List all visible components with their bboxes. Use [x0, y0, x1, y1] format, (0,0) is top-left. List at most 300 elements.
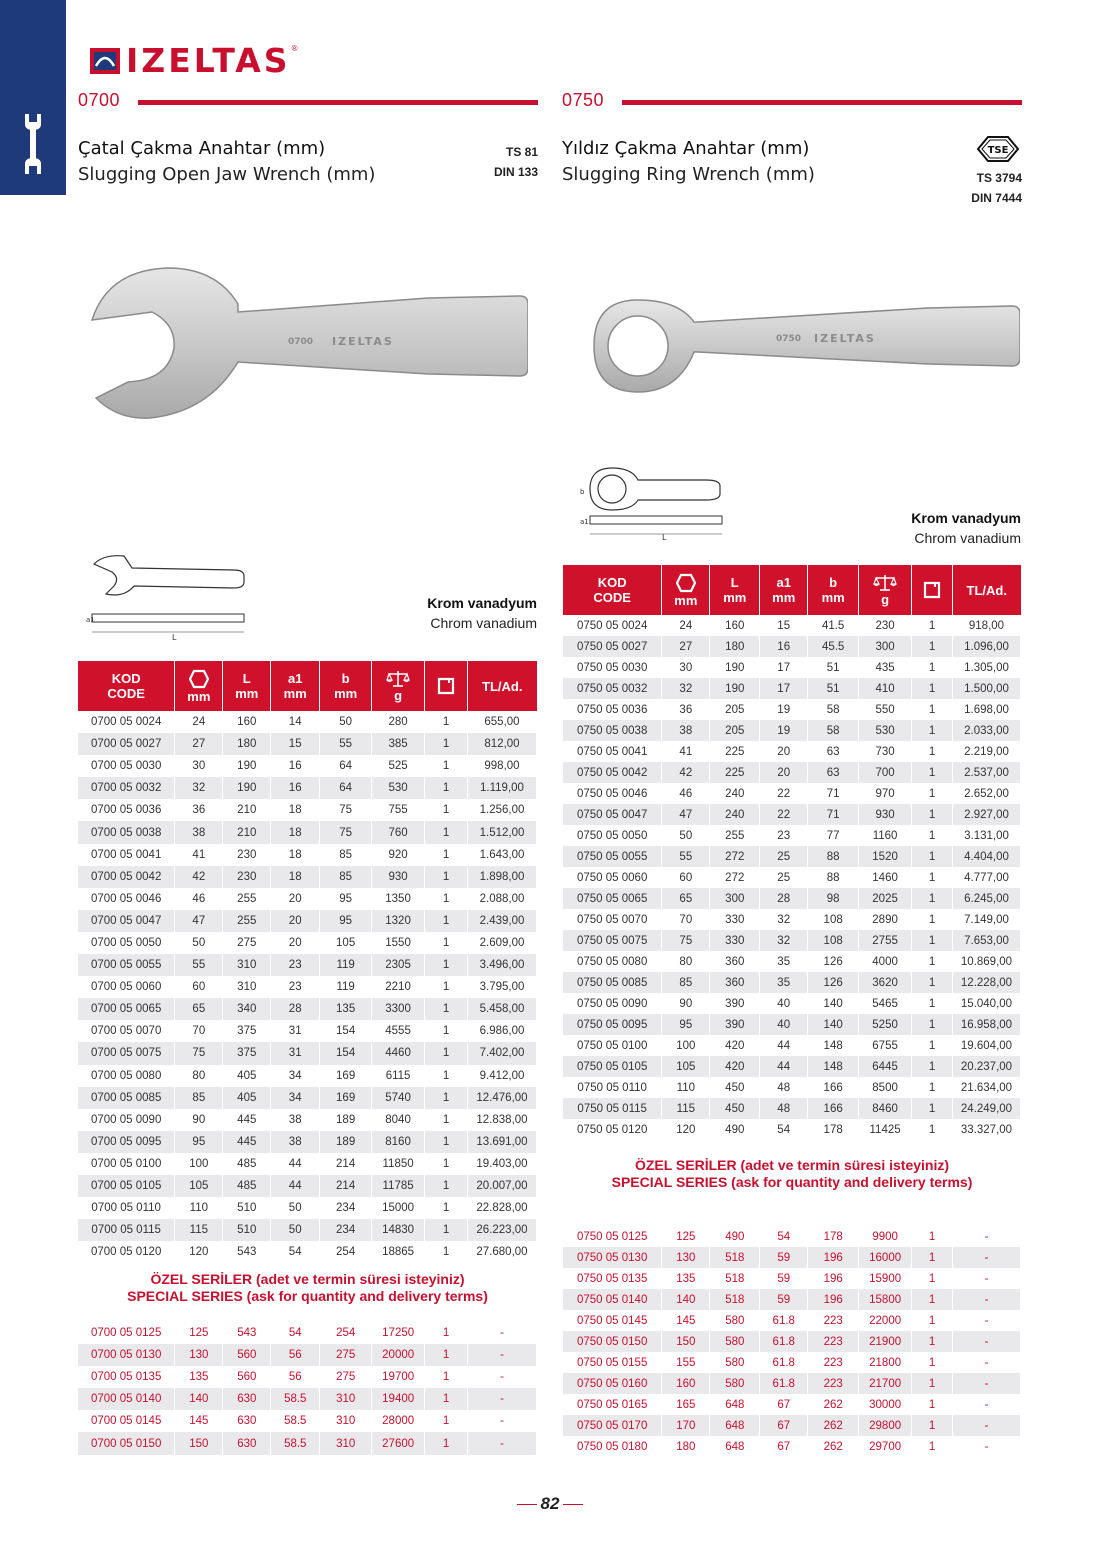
cell-weight: 930: [859, 804, 912, 825]
cell-size: 130: [175, 1344, 223, 1366]
cell-size: 41: [662, 741, 710, 762]
cell-size: 38: [662, 720, 710, 741]
cell-a1: 59: [760, 1289, 808, 1310]
table-row: [563, 1056, 1021, 1077]
table-row: [78, 1197, 537, 1219]
cell-pack: 1: [425, 821, 468, 843]
cell-weight: 5465: [859, 993, 912, 1014]
cell-weight: 27600: [372, 1432, 425, 1454]
cell-b: 140: [808, 993, 859, 1014]
table-row: [563, 1394, 1021, 1415]
cell-weight: 16000: [859, 1247, 912, 1268]
cell-code: 0750 05 0075: [563, 930, 662, 951]
cell-price: 19.403,00: [467, 1153, 536, 1175]
cell-code: 0700 05 0024: [78, 711, 175, 733]
cell-price: 1.698,00: [952, 699, 1020, 720]
cell-code: 0750 05 0150: [563, 1331, 662, 1352]
cell-size: 65: [175, 998, 223, 1020]
cell-size: 85: [175, 1087, 223, 1109]
cell-a1: 58.5: [271, 1410, 320, 1432]
cell-size: 27: [175, 733, 223, 755]
cell-b: 126: [808, 972, 859, 993]
table-row: [563, 930, 1021, 951]
cell-pack: 1: [912, 1247, 953, 1268]
section-code: 0750: [562, 90, 605, 110]
cell-length: 272: [710, 846, 760, 867]
cell-b: 169: [320, 1087, 372, 1109]
cell-weight: 6755: [859, 1035, 912, 1056]
cell-size: 42: [662, 762, 710, 783]
cell-code: 0750 05 0165: [563, 1394, 662, 1415]
table-row: [78, 1366, 537, 1388]
table-row: [563, 1373, 1021, 1394]
cell-code: 0700 05 0115: [78, 1219, 175, 1241]
material-left: [427, 593, 537, 633]
col-a1: a1 mm: [271, 661, 320, 711]
cell-price: 7.149,00: [952, 909, 1020, 930]
cell-length: 580: [710, 1352, 760, 1373]
cell-price: 12.476,00: [467, 1087, 536, 1109]
wrench-brand-mark: IZELTAS: [332, 335, 394, 348]
standards: [971, 168, 1022, 208]
cell-weight: 5250: [859, 1014, 912, 1035]
cell-b: 196: [808, 1247, 859, 1268]
cell-size: 95: [662, 1014, 710, 1035]
cell-code: 0750 05 0060: [563, 867, 662, 888]
cell-a1: 18: [271, 866, 320, 888]
cell-length: 490: [710, 1226, 760, 1247]
cell-a1: 44: [760, 1035, 808, 1056]
cell-weight: 15000: [372, 1197, 425, 1219]
cell-weight: 6445: [859, 1056, 912, 1077]
cell-price: 2.219,00: [952, 741, 1020, 762]
cell-a1: 28: [760, 888, 808, 909]
cell-pack: 1: [912, 1394, 953, 1415]
brand-name: IZELTAS: [126, 41, 291, 80]
cell-pack: 1: [912, 741, 953, 762]
cell-price: -: [953, 1394, 1021, 1415]
cell-size: 65: [662, 888, 710, 909]
cell-pack: 1: [425, 1197, 468, 1219]
cell-price: 3.795,00: [467, 976, 536, 998]
cell-code: 0700 05 0047: [78, 910, 175, 932]
table-row: [78, 888, 537, 910]
cell-b: 166: [808, 1077, 859, 1098]
cell-size: 165: [662, 1394, 710, 1415]
col-length: L mm: [710, 565, 760, 615]
cell-b: 51: [808, 678, 859, 699]
cell-size: 60: [662, 867, 710, 888]
cell-b: 63: [808, 741, 859, 762]
cell-weight: 700: [859, 762, 912, 783]
cell-b: 262: [808, 1415, 859, 1436]
cell-pack: 1: [425, 1020, 468, 1042]
cell-weight: 1520: [859, 846, 912, 867]
cell-size: 105: [175, 1175, 223, 1197]
cell-code: 0750 05 0105: [563, 1056, 662, 1077]
tse-certification-mark: [974, 134, 1022, 164]
cell-price: 33.327,00: [952, 1119, 1020, 1140]
material-en: Chrom vanadium: [430, 615, 537, 631]
cell-length: 375: [223, 1020, 271, 1042]
cell-weight: 11850: [372, 1153, 425, 1175]
cell-weight: 4460: [372, 1042, 425, 1064]
cell-code: 0700 05 0055: [78, 954, 175, 976]
cell-a1: 34: [271, 1087, 320, 1109]
cell-a1: 15: [760, 615, 808, 636]
hex-nut-icon: [676, 573, 696, 593]
cell-length: 240: [710, 804, 760, 825]
cell-b: 154: [320, 1020, 372, 1042]
cell-pack: 1: [912, 1289, 953, 1310]
cell-b: 223: [808, 1373, 859, 1394]
cell-pack: 1: [425, 777, 468, 799]
cell-price: 6.245,00: [952, 888, 1020, 909]
cell-weight: 20000: [372, 1344, 425, 1366]
cell-length: 420: [710, 1035, 760, 1056]
cell-price: -: [468, 1432, 537, 1454]
cell-b: 64: [320, 755, 372, 777]
cell-size: 32: [662, 678, 710, 699]
cell-a1: 38: [271, 1109, 320, 1131]
cell-pack: 1: [912, 1310, 953, 1331]
cell-a1: 35: [760, 972, 808, 993]
cell-size: 100: [175, 1153, 223, 1175]
cell-weight: 8500: [859, 1077, 912, 1098]
drawing-label-a1: a1: [580, 518, 589, 526]
cell-code: 0700 05 0100: [78, 1153, 175, 1175]
cell-price: 12.228,00: [952, 972, 1020, 993]
section-code: 0700: [78, 90, 121, 110]
cell-price: -: [953, 1310, 1021, 1331]
cell-size: 115: [662, 1098, 710, 1119]
special-table-0750: [563, 1226, 1021, 1457]
cell-size: 110: [175, 1197, 223, 1219]
cell-weight: 410: [859, 678, 912, 699]
cell-length: 255: [710, 825, 760, 846]
cell-a1: 54: [760, 1226, 808, 1247]
cell-weight: 300: [859, 636, 912, 657]
cell-pack: 1: [912, 1352, 953, 1373]
standard-din: DIN 7444: [971, 191, 1022, 205]
table-row: [78, 733, 537, 755]
cell-size: 90: [662, 993, 710, 1014]
cell-length: 180: [710, 636, 760, 657]
cell-size: 100: [662, 1035, 710, 1056]
cell-b: 119: [320, 954, 372, 976]
cell-length: 445: [223, 1131, 271, 1153]
cell-length: 518: [710, 1247, 760, 1268]
table-row: [563, 846, 1021, 867]
cell-a1: 48: [760, 1098, 808, 1119]
cell-b: 275: [320, 1366, 372, 1388]
cell-weight: 17250: [372, 1322, 425, 1344]
cell-price: -: [953, 1352, 1021, 1373]
cell-length: 580: [710, 1310, 760, 1331]
ring-technical-drawing: [576, 464, 726, 540]
cell-size: 24: [175, 711, 223, 733]
cell-code: 0750 05 0135: [563, 1268, 662, 1289]
product-title-en: Slugging Ring Wrench (mm): [562, 164, 815, 185]
cell-a1: 44: [760, 1056, 808, 1077]
cell-length: 330: [710, 930, 760, 951]
cell-pack: 1: [912, 657, 953, 678]
cell-weight: 920: [372, 844, 425, 866]
cell-weight: 11425: [859, 1119, 912, 1140]
cell-pack: 1: [912, 1226, 953, 1247]
cell-b: 63: [808, 762, 859, 783]
cell-weight: 14830: [372, 1219, 425, 1241]
cell-price: 10.869,00: [952, 951, 1020, 972]
drawing-label-b: b: [580, 488, 585, 496]
cell-length: 390: [710, 1014, 760, 1035]
cell-size: 27: [662, 636, 710, 657]
table-row: [78, 755, 537, 777]
cell-b: 135: [320, 998, 372, 1020]
cell-b: 50: [320, 711, 372, 733]
cell-b: 98: [808, 888, 859, 909]
cell-b: 88: [808, 867, 859, 888]
cell-pack: 1: [912, 804, 953, 825]
cell-a1: 34: [271, 1065, 320, 1087]
cell-length: 230: [223, 866, 271, 888]
cell-code: 0700 05 0065: [78, 998, 175, 1020]
product-title-tr: Çatal Çakma Anahtar (mm): [78, 138, 326, 159]
cell-price: 655,00: [467, 711, 536, 733]
cell-code: 0750 05 0038: [563, 720, 662, 741]
cell-code: 0700 05 0080: [78, 1065, 175, 1087]
cell-pack: 1: [425, 1410, 468, 1432]
cell-price: -: [953, 1226, 1021, 1247]
cell-a1: 50: [271, 1219, 320, 1241]
cell-code: 0700 05 0150: [78, 1432, 175, 1454]
cell-price: 15.040,00: [952, 993, 1020, 1014]
cell-price: 2.439,00: [467, 910, 536, 932]
cell-size: 105: [662, 1056, 710, 1077]
cell-size: 140: [662, 1289, 710, 1310]
cell-length: 648: [710, 1394, 760, 1415]
product-title-tr: Yıldız Çakma Anahtar (mm): [562, 138, 810, 159]
cell-size: 36: [175, 799, 223, 821]
cell-code: 0700 05 0120: [78, 1241, 175, 1263]
cell-code: 0700 05 0135: [78, 1366, 175, 1388]
cell-a1: 22: [760, 804, 808, 825]
cell-b: 234: [320, 1219, 372, 1241]
cell-weight: 18865: [372, 1241, 425, 1263]
cell-pack: 1: [912, 1331, 953, 1352]
cell-code: 0750 05 0170: [563, 1415, 662, 1436]
cell-length: 405: [223, 1087, 271, 1109]
table-row: [563, 699, 1021, 720]
cell-weight: 4555: [372, 1020, 425, 1042]
material-right: [911, 508, 1021, 548]
cell-b: 196: [808, 1289, 859, 1310]
cell-pack: 1: [912, 1014, 953, 1035]
cell-weight: 21900: [859, 1331, 912, 1352]
cell-pack: 1: [425, 1109, 468, 1131]
cell-code: 0750 05 0070: [563, 909, 662, 930]
cell-code: 0700 05 0027: [78, 733, 175, 755]
cell-b: 214: [320, 1175, 372, 1197]
col-b: b mm: [320, 661, 372, 711]
cell-code: 0700 05 0041: [78, 844, 175, 866]
cell-code: 0700 05 0075: [78, 1042, 175, 1064]
cell-price: 2.927,00: [952, 804, 1020, 825]
cell-pack: 1: [425, 1219, 468, 1241]
cell-code: 0750 05 0115: [563, 1098, 662, 1119]
table-row: [78, 799, 537, 821]
cell-code: 0750 05 0140: [563, 1289, 662, 1310]
cell-a1: 56: [271, 1344, 320, 1366]
cell-b: 126: [808, 951, 859, 972]
col-price: TL/Ad.: [952, 565, 1020, 615]
table-row: [78, 844, 537, 866]
cell-code: 0700 05 0042: [78, 866, 175, 888]
cell-price: -: [953, 1268, 1021, 1289]
cell-code: 0700 05 0070: [78, 1020, 175, 1042]
cell-size: 85: [662, 972, 710, 993]
table-row: [563, 1352, 1021, 1373]
cell-code: 0700 05 0140: [78, 1388, 175, 1410]
standard-ts: TS 3794: [976, 171, 1022, 185]
cell-code: 0700 05 0030: [78, 755, 175, 777]
cell-b: 148: [808, 1056, 859, 1077]
cell-length: 360: [710, 951, 760, 972]
cell-length: 240: [710, 783, 760, 804]
cell-pack: 1: [912, 720, 953, 741]
cell-weight: 30000: [859, 1394, 912, 1415]
table-row: [78, 998, 537, 1020]
cell-a1: 23: [271, 954, 320, 976]
cell-code: 0750 05 0100: [563, 1035, 662, 1056]
brand-logo: [88, 41, 298, 80]
cell-a1: 16: [760, 636, 808, 657]
table-row: [78, 954, 537, 976]
table-row: [563, 1331, 1021, 1352]
cell-pack: 1: [912, 1268, 953, 1289]
material-tr: Krom vanadyum: [911, 510, 1021, 526]
cell-weight: 2210: [372, 976, 425, 998]
cell-weight: 6115: [372, 1065, 425, 1087]
section-divider: [622, 100, 1022, 105]
table-row: [563, 1098, 1021, 1119]
cell-weight: 19400: [372, 1388, 425, 1410]
cell-pack: 1: [425, 1042, 468, 1064]
cell-a1: 54: [760, 1119, 808, 1140]
cell-b: 275: [320, 1344, 372, 1366]
table-row: [563, 951, 1021, 972]
registered-mark: ®: [291, 44, 298, 53]
cell-pack: 1: [912, 1056, 953, 1077]
cell-pack: 1: [425, 1344, 468, 1366]
cell-pack: 1: [425, 733, 468, 755]
cell-pack: 1: [425, 1153, 468, 1175]
cell-price: -: [468, 1322, 537, 1344]
cell-length: 360: [710, 972, 760, 993]
cell-price: 1.256,00: [467, 799, 536, 821]
cell-a1: 61.8: [760, 1373, 808, 1394]
cell-weight: 9900: [859, 1226, 912, 1247]
cell-size: 125: [175, 1322, 223, 1344]
cell-weight: 15800: [859, 1289, 912, 1310]
cell-weight: 1460: [859, 867, 912, 888]
cell-size: 47: [175, 910, 223, 932]
open-jaw-wrench-image: [88, 262, 528, 442]
table-row: [78, 1432, 537, 1454]
cell-price: 5.458,00: [467, 998, 536, 1020]
cell-b: 234: [320, 1197, 372, 1219]
page-number-dash: [517, 1504, 537, 1505]
cell-price: 1.305,00: [952, 657, 1020, 678]
cell-price: -: [468, 1388, 537, 1410]
table-row: [78, 1219, 537, 1241]
cell-length: 340: [223, 998, 271, 1020]
cell-b: 77: [808, 825, 859, 846]
col-size: mm: [662, 565, 710, 615]
cell-weight: 8160: [372, 1131, 425, 1153]
cell-pack: 1: [425, 1366, 468, 1388]
table-row: [563, 867, 1021, 888]
cell-length: 490: [710, 1119, 760, 1140]
cell-code: 0700 05 0060: [78, 976, 175, 998]
cell-a1: 35: [760, 951, 808, 972]
cell-size: 80: [662, 951, 710, 972]
table-row: [78, 1065, 537, 1087]
cell-size: 70: [175, 1020, 223, 1042]
col-size: mm: [175, 661, 223, 711]
table-row: [563, 678, 1021, 699]
cell-weight: 760: [372, 821, 425, 843]
table-row: [78, 1109, 537, 1131]
cell-b: 45.5: [808, 636, 859, 657]
table-row: [78, 1020, 537, 1042]
cell-code: 0700 05 0038: [78, 821, 175, 843]
cell-a1: 20: [271, 888, 320, 910]
cell-price: 7.653,00: [952, 930, 1020, 951]
cell-length: 518: [710, 1268, 760, 1289]
cell-size: 41: [175, 844, 223, 866]
cell-length: 275: [223, 932, 271, 954]
cell-code: 0750 05 0036: [563, 699, 662, 720]
cell-pack: 1: [425, 888, 468, 910]
cell-a1: 58.5: [271, 1432, 320, 1454]
cell-code: 0750 05 0095: [563, 1014, 662, 1035]
cell-weight: 15900: [859, 1268, 912, 1289]
cell-b: 262: [808, 1394, 859, 1415]
cell-price: -: [953, 1415, 1021, 1436]
cell-pack: 1: [425, 711, 468, 733]
cell-b: 189: [320, 1131, 372, 1153]
cell-a1: 67: [760, 1436, 808, 1457]
cell-a1: 19: [760, 699, 808, 720]
cell-pack: 1: [425, 844, 468, 866]
cell-pack: 1: [912, 1436, 953, 1457]
cell-size: 120: [662, 1119, 710, 1140]
cell-b: 55: [320, 733, 372, 755]
material-en: Chrom vanadium: [914, 530, 1021, 546]
cell-price: 4.404,00: [952, 846, 1020, 867]
cell-weight: 1320: [372, 910, 425, 932]
col-price: TL/Ad.: [467, 661, 536, 711]
cell-a1: 44: [271, 1153, 320, 1175]
cell-weight: 2890: [859, 909, 912, 930]
cell-size: 55: [175, 954, 223, 976]
spec-table-0700: [78, 661, 537, 1263]
cell-weight: 2755: [859, 930, 912, 951]
cell-price: 13.691,00: [467, 1131, 536, 1153]
cell-price: -: [953, 1436, 1021, 1457]
cell-a1: 56: [271, 1366, 320, 1388]
